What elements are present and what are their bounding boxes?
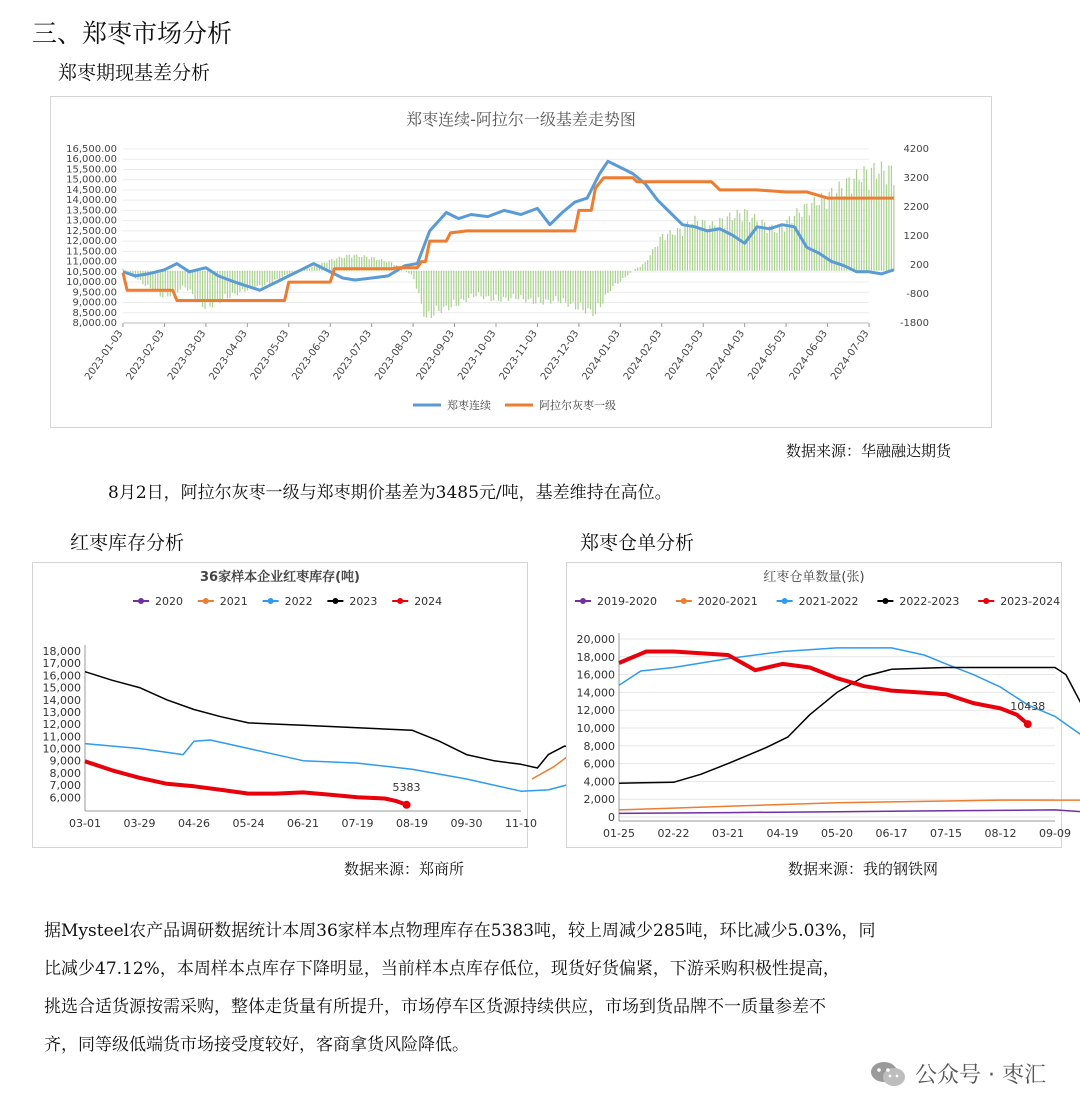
x-tick: 08-19 — [396, 817, 428, 830]
y-tick: 12,000 — [42, 718, 81, 732]
x-tick-label: 2024-03-03 — [663, 328, 706, 383]
y-left-tick: 9,000.00 — [72, 297, 117, 309]
y-left-tick: 14,500.00 — [66, 184, 117, 196]
y-tick: 4,000 — [583, 775, 615, 789]
y-tick: 17,000 — [42, 657, 81, 671]
x-tick: 09-30 — [450, 817, 483, 830]
inventory-subtitle: 红枣库存分析 — [70, 532, 185, 554]
series-line-2020-2021 — [619, 800, 1080, 810]
legend-label: 2022 — [284, 595, 313, 608]
source-czce: 数据来源：郑商所 — [344, 860, 465, 878]
x-tick: 07-15 — [930, 827, 962, 840]
chart-title: 红枣仓单数量(张) — [763, 570, 865, 585]
x-tick-label: 2023-06-03 — [290, 328, 333, 383]
y-tick: 9,000 — [49, 754, 81, 768]
y-tick: 14,000 — [576, 686, 615, 700]
legend-label: 2023 — [349, 595, 378, 608]
inventory-chart — [33, 563, 537, 847]
wechat-icon — [869, 1059, 907, 1089]
y-tick: 6,000 — [583, 757, 615, 771]
legend-label: 2024 — [414, 595, 443, 608]
legend-marker — [681, 598, 687, 604]
x-tick-label: 2023-12-03 — [538, 328, 582, 383]
x-tick: 03-21 — [712, 827, 744, 840]
x-tick-label: 2024-05-03 — [746, 328, 789, 383]
y-tick: 7,000 — [49, 779, 81, 793]
y-tick: 16,000 — [42, 669, 81, 683]
warrant-chart-frame — [566, 562, 1071, 848]
x-tick-label: 2024-01-03 — [580, 328, 623, 383]
legend-label: 2020-2021 — [697, 595, 758, 608]
legend-marker — [983, 598, 989, 604]
x-tick-label: 2024-02-03 — [621, 328, 665, 383]
legend-marker — [138, 598, 144, 604]
warrant-subtitle: 郑枣仓单分析 — [580, 532, 695, 554]
series-line-2023-2024 — [619, 652, 1028, 725]
y-left-tick: 13,500.00 — [66, 205, 117, 217]
y-tick: 2,000 — [583, 793, 615, 807]
basis-chart — [51, 97, 991, 427]
basis-chart-frame — [50, 96, 992, 428]
y-tick: 12,000 — [576, 704, 615, 718]
source-mysteel: 数据来源：我的钢铁网 — [788, 860, 939, 878]
x-tick: 07-19 — [341, 817, 374, 830]
x-tick-label: 2023-11-03 — [497, 328, 540, 383]
legend-label: 2023-2024 — [1000, 595, 1061, 608]
y-tick: 8,000 — [583, 739, 615, 753]
y-left-tick: 11,500.00 — [66, 246, 117, 258]
legend-label: 郑枣连续 — [447, 399, 491, 412]
x-tick-label: 2023-01-03 — [83, 328, 126, 383]
y-right-tick: 1200 — [903, 231, 929, 242]
y-tick: 11,000 — [42, 730, 81, 744]
legend-marker — [268, 598, 274, 604]
inventory-paragraph — [44, 912, 1044, 1064]
legend-marker — [332, 598, 338, 604]
end-value-label: 10438 — [1010, 700, 1046, 714]
inventory-chart-frame — [32, 562, 537, 848]
x-tick: 04-26 — [178, 817, 210, 830]
y-tick: 0 — [608, 811, 615, 824]
y-left-tick: 10,500.00 — [66, 266, 117, 278]
section-title: 三、郑枣市场分析 — [32, 19, 233, 48]
y-tick: 8,000 — [49, 766, 81, 780]
y-tick: 18,000 — [576, 650, 615, 664]
x-tick-label: 2023-10-03 — [456, 328, 499, 383]
watermark — [869, 1058, 1046, 1089]
x-tick: 01-25 — [603, 827, 635, 840]
x-tick: 05-24 — [232, 817, 265, 830]
source-huarong: 数据来源：华融融达期货 — [786, 442, 952, 460]
x-tick-label: 2023-04-03 — [207, 328, 250, 383]
y-right-tick: 4200 — [903, 144, 929, 155]
warrant-chart — [567, 563, 1071, 847]
series-end-marker — [1024, 720, 1032, 728]
y-tick: 13,000 — [42, 705, 81, 719]
x-tick-label: 2024-04-03 — [704, 328, 748, 383]
y-left-tick: 13,000.00 — [66, 215, 117, 227]
y-left-tick: 14,000.00 — [66, 195, 117, 207]
y-left-tick: 16,500.00 — [66, 144, 117, 155]
paragraph-line: 据Mysteel农产品调研数据统计本周36家样本点物理库存在5383吨，较上周减少285吨，环比减少5.03%，同 — [44, 921, 876, 941]
legend-label: 阿拉尔灰枣一级 — [539, 399, 616, 412]
series-end-marker — [403, 801, 411, 809]
legend-marker — [203, 598, 209, 604]
y-right-tick: -1800 — [899, 318, 929, 329]
y-left-tick: 9,500.00 — [72, 287, 117, 299]
y-right-tick: 200 — [909, 260, 929, 271]
x-tick-label: 2023-09-03 — [414, 328, 458, 383]
x-tick-label: 2023-07-03 — [331, 328, 375, 383]
y-right-tick: 2200 — [903, 202, 929, 213]
legend-label: 2021-2022 — [798, 595, 859, 608]
x-tick-label: 2023-02-03 — [124, 328, 167, 383]
chart-title: 36家样本企业红枣库存(吨) — [200, 570, 360, 585]
y-tick: 14,000 — [42, 693, 81, 707]
x-tick: 06-17 — [875, 827, 908, 840]
end-value-label: 5383 — [392, 780, 421, 794]
legend-label: 2020 — [155, 595, 183, 608]
paragraph-line: 比减少47.12%，本周样本点库存下降明显，当前样本点库存低位，现货好货偏紧，下游采购积极性提高， — [44, 959, 840, 979]
y-left-tick: 10,000.00 — [66, 277, 117, 289]
series-line-2023 — [85, 672, 592, 768]
y-left-tick: 8,500.00 — [72, 307, 117, 319]
y-tick: 6,000 — [49, 791, 81, 805]
x-tick: 11-10 — [505, 817, 537, 830]
paragraph-line: 挑选合适货源按需采购，整体走货量有所提升，市场停车区货源持续供应，市场到货品牌不一质量参差不 — [44, 997, 826, 1017]
y-tick: 20,000 — [576, 633, 615, 646]
x-tick: 04-19 — [766, 827, 799, 840]
x-tick-label: 2023-03-03 — [165, 328, 209, 383]
legend-label: 2022-2023 — [899, 595, 960, 608]
x-tick: 06-21 — [287, 817, 319, 830]
watermark-text: 公众号 · 枣汇 — [915, 1063, 1046, 1088]
y-right-tick: 3200 — [903, 173, 929, 184]
x-tick: 03-01 — [69, 817, 101, 830]
paragraph-line: 齐，同等级低端货市场接受度较好，客商拿货风险降低。 — [44, 1035, 469, 1055]
x-tick: 09-09 — [1039, 827, 1071, 840]
x-tick-label: 2023-05-03 — [248, 328, 292, 383]
y-tick: 10,000 — [42, 742, 81, 756]
x-tick-label: 2023-08-03 — [373, 328, 416, 383]
y-tick: 18,000 — [42, 645, 81, 658]
legend-marker — [882, 598, 888, 604]
y-tick: 10,000 — [576, 722, 615, 735]
y-tick: 16,000 — [576, 668, 615, 682]
legend-label: 2021 — [219, 595, 248, 608]
y-left-tick: 12,500.00 — [66, 225, 117, 237]
x-tick: 03-29 — [123, 817, 156, 830]
y-left-tick: 16,000.00 — [66, 154, 117, 166]
series-line-2024 — [85, 761, 407, 805]
y-left-tick: 8,000.00 — [72, 318, 117, 329]
x-tick-label: 2024-06-03 — [787, 328, 831, 383]
basis-summary: 8月2日，阿拉尔灰枣一级与郑枣期价基差为3485元/吨，基差维持在高位。 — [108, 483, 672, 503]
x-tick: 08-12 — [984, 827, 1017, 840]
series-line-2019-2020 — [619, 810, 1080, 815]
chart-title: 郑枣连续-阿拉尔一级基差走势图 — [406, 110, 636, 129]
y-left-tick: 12,000.00 — [66, 236, 117, 248]
x-tick-label: 2024-07-03 — [829, 328, 872, 383]
legend-marker — [782, 598, 788, 604]
y-left-tick: 11,000.00 — [66, 256, 117, 268]
y-right-tick: -800 — [906, 289, 929, 300]
y-left-tick: 15,500.00 — [66, 164, 117, 176]
x-tick: 05-20 — [821, 827, 853, 840]
legend-marker — [580, 598, 586, 604]
y-tick: 15,000 — [42, 681, 81, 695]
series-line-2022-2023 — [619, 668, 1080, 784]
legend-marker — [397, 598, 403, 604]
x-tick: 02-22 — [657, 827, 690, 840]
legend-label: 2019-2020 — [597, 595, 657, 608]
basis-subtitle: 郑枣期现基差分析 — [58, 62, 211, 84]
y-left-tick: 15,000.00 — [66, 174, 117, 186]
